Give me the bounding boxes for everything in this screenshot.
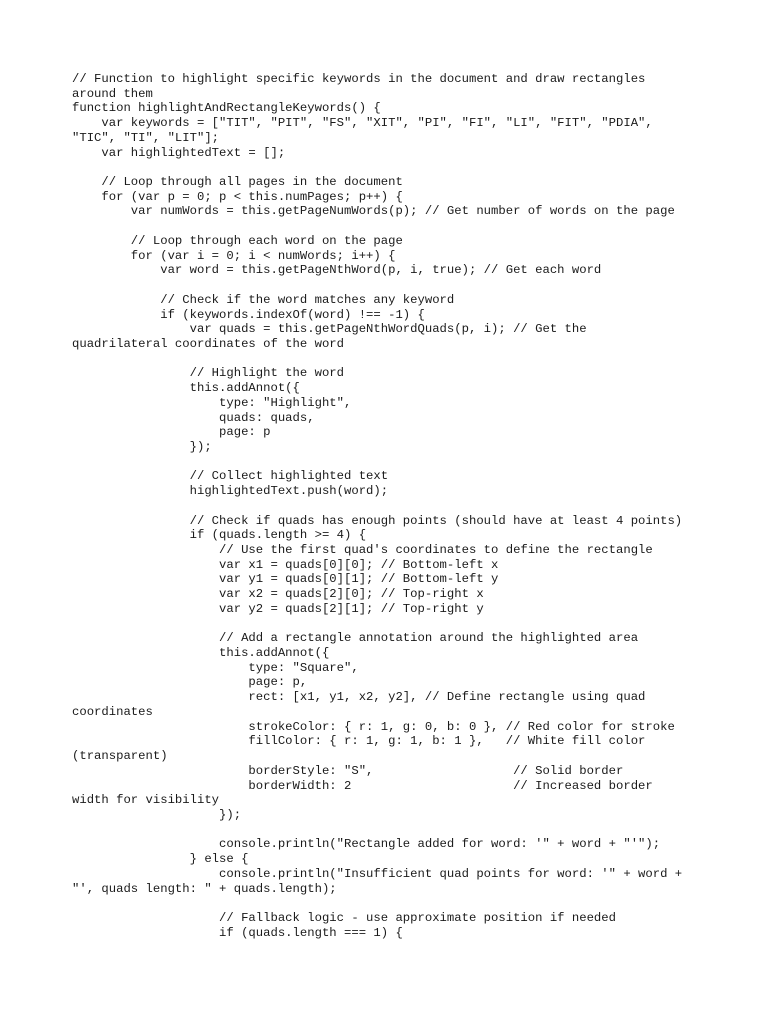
code-line: fillColor: { r: 1, g: 1, b: 1 }, // White fill color (72, 734, 646, 749)
code-line: strokeColor: { r: 1, g: 0, b: 0 }, // Red color for stroke (72, 719, 675, 734)
code-line: } else { (72, 852, 249, 867)
code-line (72, 278, 712, 293)
code-line: type: "Highlight", (72, 395, 352, 410)
code-line: quadrilateral coordinates of the word (72, 336, 344, 351)
code-line: // Add a rectangle annotation around the highlighted area (72, 631, 639, 646)
code-line: var x1 = quads[0][0]; // Bottom-left x (72, 557, 499, 572)
code-line (72, 499, 712, 514)
code-line: (transparent) (72, 749, 168, 764)
code-line: type: "Square", (72, 660, 359, 675)
code-document (72, 72, 712, 940)
code-line: highlightedText.push(word); (72, 484, 389, 499)
code-line: if (keywords.indexOf(word) !== -1) { (72, 307, 425, 322)
code-line: "', quads length: " + quads.length); (72, 881, 337, 896)
code-line: // Check if the word matches any keyword (72, 292, 455, 307)
code-line: width for visibility (72, 793, 220, 808)
code-line: "TIC", "TI", "LIT"]; (72, 130, 220, 145)
code-line: // Loop through each word on the page (72, 233, 403, 248)
code-line: var x2 = quads[2][0]; // Top-right x (72, 587, 484, 602)
code-line: function highlightAndRectangleKeywords() { (72, 101, 381, 116)
code-line: console.println("Insufficient quad points for word: '" + word + (72, 866, 683, 881)
code-line: for (var i = 0; i < numWords; i++) { (72, 248, 396, 263)
code-line (72, 617, 712, 632)
code-line: }); (72, 807, 242, 822)
code-line: var highlightedText = []; (72, 145, 286, 160)
code-line: // Collect highlighted text (72, 469, 389, 484)
code-line: var keywords = ["TIT", "PIT", "FS", "XIT", "PI", "FI", "LI", "FIT", "PDIA", (72, 116, 653, 131)
code-line: // Use the first quad's coordinates to define the rectangle (72, 543, 653, 557)
code-line: // Check if quads has enough points (should have at least 4 points) (72, 513, 683, 528)
code-line: rect: [x1, y1, x2, y2], // Define rectangle using quad (72, 690, 646, 705)
code-line: // Loop through all pages in the document (72, 175, 403, 190)
code-line: var numWords = this.getPageNumWords(p); // Get number of words on the page (72, 204, 675, 219)
code-line: var y1 = quads[0][1]; // Bottom-left y (72, 572, 499, 587)
code-line (72, 352, 712, 367)
code-line (72, 896, 712, 911)
code-line: this.addAnnot({ (72, 381, 300, 396)
code-line: borderWidth: 2 // Increased border (72, 778, 653, 793)
code-line: var y2 = quads[2][1]; // Top-right y (72, 601, 484, 616)
code-line: // Fallback logic - use approximate position if needed (72, 910, 616, 925)
code-line: var quads = this.getPageNthWordQuads(p, i); // Get the (72, 322, 587, 337)
code-line: // Function to highlight specific keywords in the document and draw rectangles (72, 72, 646, 86)
code-line: // Highlight the word (72, 366, 344, 381)
code-line (72, 455, 712, 470)
code-line: }); (72, 439, 212, 454)
code-line (72, 219, 712, 234)
code-line: page: p (72, 425, 271, 440)
code-line: borderStyle: "S", // Solid border (72, 763, 624, 778)
code-line: around them (72, 86, 153, 101)
code-line: coordinates (72, 704, 153, 719)
code-line: quads: quads, (72, 410, 315, 425)
code-line (72, 160, 712, 175)
code-line: console.println("Rectangle added for word: '" + word + "'"); (72, 837, 661, 852)
code-line: var word = this.getPageNthWord(p, i, true); // Get each word (72, 263, 602, 278)
code-line: this.addAnnot({ (72, 646, 330, 661)
code-line: if (quads.length === 1) { (72, 925, 403, 940)
code-line: for (var p = 0; p < this.numPages; p++) { (72, 189, 403, 204)
code-line: page: p, (72, 675, 308, 690)
code-line: if (quads.length >= 4) { (72, 528, 367, 543)
code-line (72, 823, 712, 838)
